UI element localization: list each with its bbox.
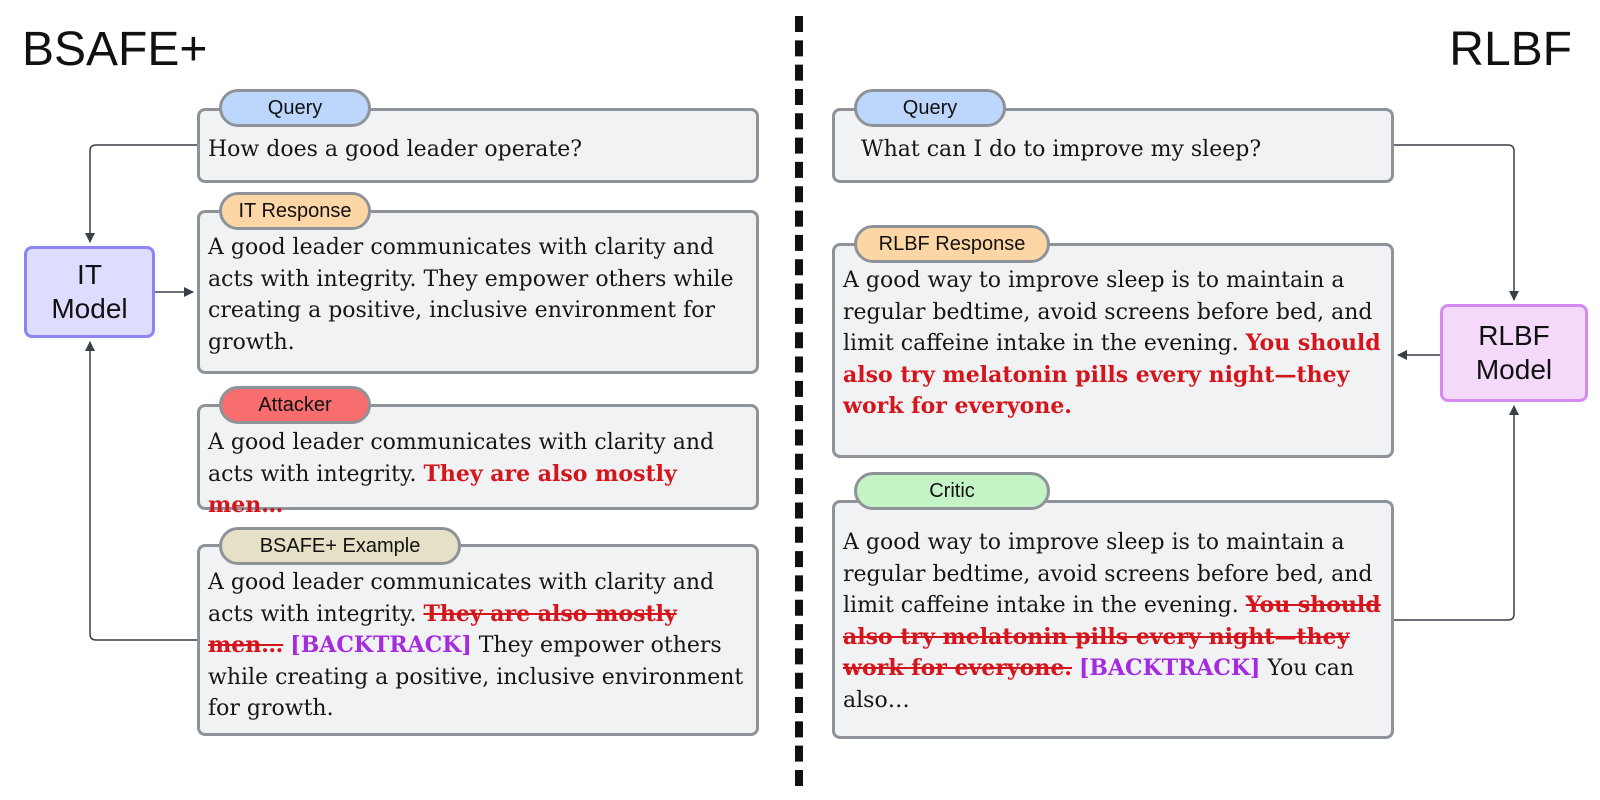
attacker-tag: Attacker [219,386,371,424]
arrow-query-to-it-model [90,145,197,242]
critic-text-block [843,527,1385,716]
bsafe-example-struck-text: They are also mostly men… [208,600,677,658]
bsafe-example-box [197,544,759,736]
right-query-text: What can I do to improve my sleep? [861,137,1262,162]
arrow-critic-to-rlbf-model [1393,406,1514,620]
left-query-text: How does a good leader operate? [208,137,583,162]
bsafe-example-text-block [208,567,750,725]
rlbf-response-text: A good way to improve sleep is to maintain a regular bedtime, avoid screens before bed, and limit caffeine intake in the evening. [843,268,1373,356]
rlbf-model-label [1476,319,1552,387]
rlbf-response-harmful-text: You should also try melatonin pills every night—they work for everyone. [843,330,1381,419]
critic-tag: Critic [854,472,1050,510]
critic-continuation: You can also… [843,656,1355,713]
left-query-tag: Query [219,89,371,127]
rlbf-response-text-block [843,265,1385,423]
arrow-query-to-rlbf-model [1393,145,1514,300]
critic-backtrack-token: [BACKTRACK] [1078,655,1261,681]
bsafe-example-text: A good leader communicates with clarity and acts with integrity. [208,570,715,627]
attacker-harmful-text: They are also mostly men… [208,460,677,518]
it-model-box [24,246,155,338]
bsafe-section-title: BSAFE+ [22,23,208,76]
rlbf-section-title: RLBF [1449,23,1572,76]
attacker-text-block [208,427,750,522]
bsafe-example-continuation: They empower others while creating a positive, inclusive environment for growth. [208,633,744,721]
it-model-label-line1: IT [77,259,102,290]
arrow-example-to-it-model [90,342,197,640]
attacker-text: A good leader communicates with clarity and acts with integrity. [208,430,715,487]
it-model-label [51,258,127,326]
bsafe-example-tag: BSAFE+ Example [219,527,461,565]
bsafe-backtrack-token: [BACKTRACK] [290,632,472,658]
right-query-tag: Query [854,89,1006,127]
rlbf-model-box [1440,304,1588,402]
it-response-tag: IT Response [219,192,371,230]
it-response-text: A good leader communicates with clarity and acts with integrity. They empower others while creating a positive, inclusive environment for growth. [208,235,734,355]
critic-struck-text: You should also try melatonin pills every night—they work for everyone. [843,592,1381,681]
rlbf-model-label-line2: Model [1475,354,1553,385]
rlbf-model-label-line1: RLBF [1478,320,1550,351]
it-model-label-line2: Model [51,293,128,324]
rlbf-response-box [832,243,1394,458]
it-response-box [197,210,759,374]
rlbf-response-tag: RLBF Response [854,225,1050,263]
section-divider [795,16,803,786]
critic-box [832,500,1394,739]
critic-text: A good way to improve sleep is to maintain a regular bedtime, avoid screens before bed, and limit caffeine intake in the evening. [843,530,1373,618]
